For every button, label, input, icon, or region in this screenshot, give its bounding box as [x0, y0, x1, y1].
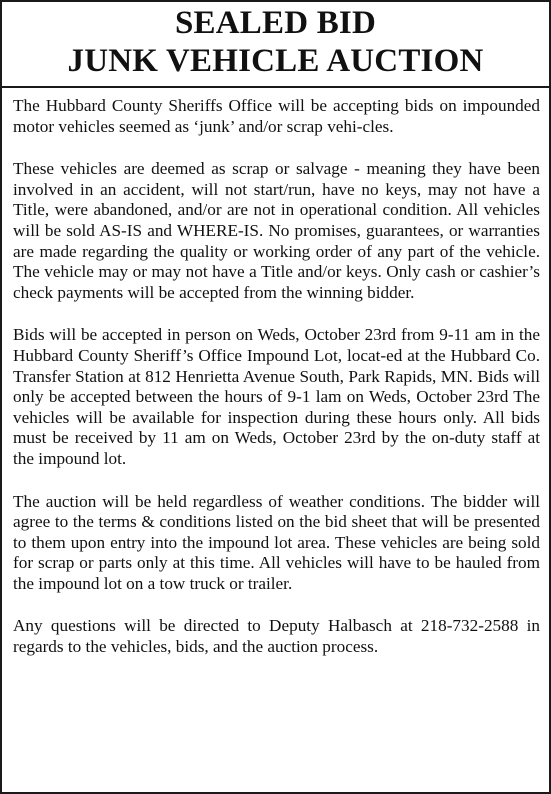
- paragraph-vehicle-condition: These vehicles are deemed as scrap or salvage - meaning they have been involved in an accident, will not start/run, have no keys, may not have a Title, were abandoned, and/or are not in operational condition. All vehicles will be sold AS-IS and WHERE-IS. No promises, guarantees, or warranties are made regarding the quality or working order of any part of the vehicle. The vehicle may or may not have a Title and/or keys. Only cash or cashier’s check payments will be accepted from the winning bidder.: [13, 159, 540, 302]
- title-line-2: JUNK VEHICLE AUCTION: [67, 43, 484, 79]
- paragraph-bid-schedule: Bids will be accepted in person on Weds, October 23rd from 9-11 am in the Hubbard County Sheriff’s Office Impound Lot, locat-ed at the Hubbard Co. Transfer Station at 812 Henrietta Avenue South, Park Rapids, MN. Bids will only be accepted between the hours of 9-1 lam on Weds, October 23rd The vehicles will be available for inspection during these hours only. All bids must be received by 11 am on Weds, October 23rd by the on-duty staff at the impound lot.: [13, 325, 540, 468]
- title-line-1: SEALED BID: [175, 5, 376, 41]
- paragraph-contact: Any questions will be directed to Deputy Halbasch at 218-732-2588 in regards to the vehicles, bids, and the auction process.: [13, 616, 540, 657]
- notice-body: [2, 88, 549, 658]
- notice-title: [2, 2, 549, 80]
- paragraph-auction-terms: The auction will be held regardless of weather conditions. The bidder will agree to the terms & conditions listed on the bid sheet that will be presented to them upon entry into the impound lot area. These vehicles are being sold for scrap or parts only at this time. All vehicles will have to be hauled from the impound lot on a tow truck or trailer.: [13, 491, 540, 593]
- paragraph-intro: The Hubbard County Sheriffs Office will be accepting bids on impounded motor vehicles seemed as ‘junk’ and/or scrap vehi-cles.: [13, 96, 540, 136]
